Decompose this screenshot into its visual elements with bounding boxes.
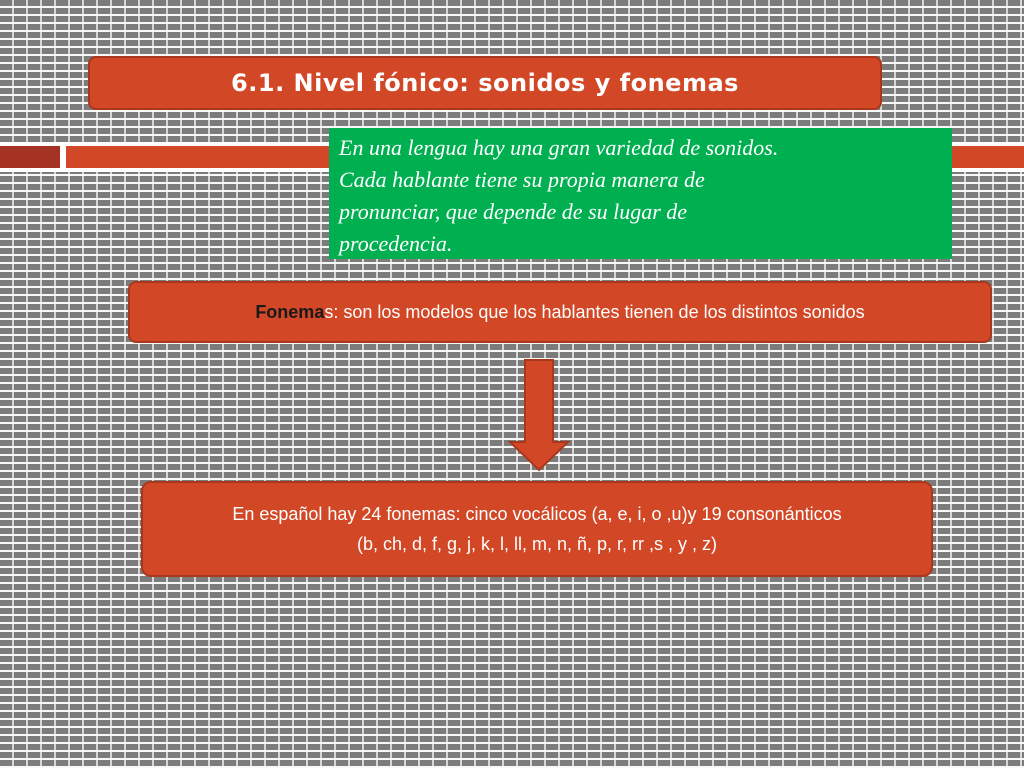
facts-line-1: En español hay 24 fonemas: cinco vocálicos (a, e, i, o ,u)y 19 consonánticos: [232, 504, 842, 524]
title-box: [88, 56, 882, 110]
intro-text: [339, 132, 942, 260]
slide-title: 6.1. Nivel fónico: sonidos y fonemas: [231, 69, 739, 97]
definition-text: [255, 302, 864, 323]
definition-box: [128, 281, 992, 343]
facts-line-2: (b, ch, d, f, g, j, k, l, ll, m, n, ñ, p, r, rr ,s , y , z): [356, 534, 718, 554]
definition-term: Fonema: [255, 301, 325, 322]
intro-line-4: procedencia.: [339, 231, 453, 256]
intro-line-3: pronunciar, que depende de su lugar de: [339, 199, 688, 224]
down-arrow-icon: [508, 358, 570, 472]
intro-line-2: Cada hablante tiene su propia manera de: [339, 167, 705, 192]
definition-body: s: son los modelos que los hablantes tienen de los distintos sonidos: [324, 301, 865, 322]
intro-line-1: En una lengua hay una gran variedad de sonidos.: [339, 135, 779, 160]
band-accent-left: [0, 146, 60, 168]
facts-box: [141, 481, 933, 577]
intro-box: [329, 128, 952, 259]
